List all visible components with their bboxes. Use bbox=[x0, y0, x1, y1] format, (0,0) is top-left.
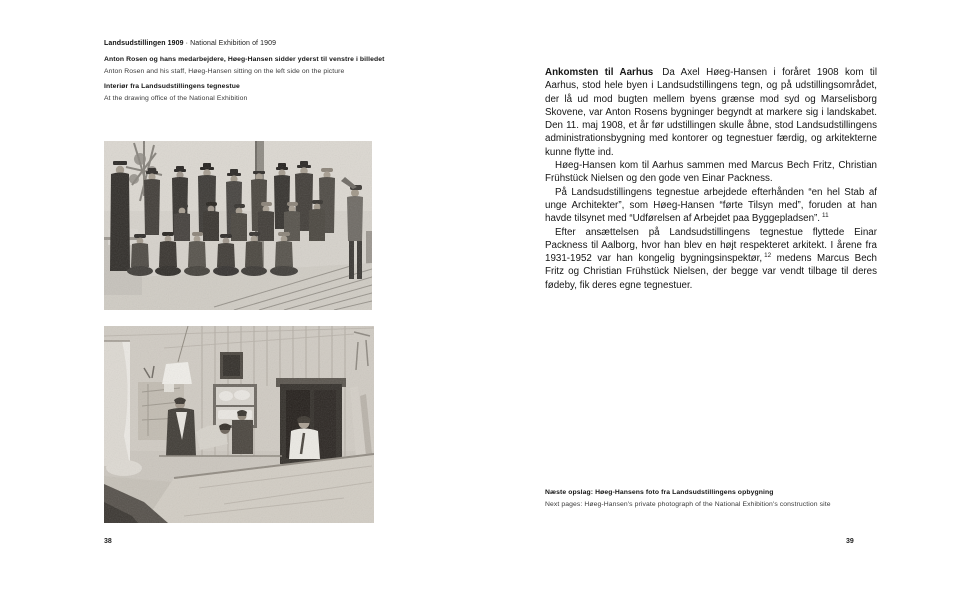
paragraph-1 bbox=[545, 66, 877, 159]
paragraph-2: Høeg-Hansen kom til Aarhus sammen med Marcus Bech Fritz, Christian Frühstück Nielsen og den gode ven Einar Packness. bbox=[545, 160, 877, 185]
body-text bbox=[545, 66, 877, 292]
series-title bbox=[104, 40, 276, 47]
paragraph-1-lead: Ankomsten til Aarhus bbox=[545, 67, 654, 78]
paragraph-4-text-b: medens Marcus Bech Fritz og Christian Frühstück Nielsen, der begge var vendt tilbage til deres fødeby, fik deres egne tegnestuer. bbox=[545, 253, 878, 291]
group-portrait-photo bbox=[104, 141, 372, 310]
photo2-caption-danish: Interiør fra Landsudstillingens tegnestue bbox=[104, 83, 240, 90]
series-title-da: Landsudstillingen 1909 bbox=[104, 40, 184, 47]
photo1-caption-english: Anton Rosen and his staff, Høeg-Hansen sitting on the left side on the picture bbox=[104, 68, 345, 75]
footnote-ref-12: 12 bbox=[764, 251, 772, 259]
paragraph-3-text: På Landsudstillingens tegnestue arbejdede efterhånden “en hel Stab af unge Architekter”, som Høeg-Hansen “førte Tilsyn med”, foruden at han havde tilsynet med “Udførelsen af Arbejdet paa Byggepladsen”. bbox=[545, 186, 877, 225]
photo2-caption-english: At the drawing office of the National Exhibition bbox=[104, 95, 248, 102]
series-title-en: National Exhibition of 1909 bbox=[190, 40, 277, 47]
next-spread-caption-danish: Næste opslag: Høeg-Hansens foto fra Landsudstillingens opbygning bbox=[545, 489, 774, 496]
footnote-ref-11: 11 bbox=[822, 212, 829, 219]
paragraph-1-text: Da Axel Høeg-Hansen i foråret 1908 kom til Aarhus, stod hele byen i Landsudstillingens tegn, og på udstillingsområdet, der lå ud mod bugten mellem byens grænse mod syd og Marselisborg Skovene, var Anton Rosens bygninger begyndt at markere sig i landskabet. Den 11. maj 1908, et år før udstillingen skulle åbne, stod Landsudstillingens administrationsbygning med kontorer og tegnestuer færdig, og arkitekterne kunne flytte ind. bbox=[545, 67, 878, 158]
page-number-left: 38 bbox=[104, 538, 112, 545]
next-spread-caption-english: Next pages: Høeg-Hansen's private photograph of the National Exhibition's construction site bbox=[545, 501, 831, 508]
paragraph-3 bbox=[545, 186, 877, 226]
page-number-right: 39 bbox=[846, 538, 854, 545]
paragraph-4 bbox=[545, 226, 877, 292]
paragraph-4-text-a: Efter ansættelsen på Landsudstillingens tegnestue flyttede Einar Packness til Aalborg, hvor han blev en højt respekteret arkitekt. I årene fra 1931-1952 var han kongelig bygningsinspektør, bbox=[545, 226, 877, 265]
photo1-caption-danish: Anton Rosen og hans medarbejdere, Høeg-Hansen sidder yderst til venstre i billedet bbox=[104, 56, 385, 63]
drawing-office-photo bbox=[104, 326, 374, 523]
series-title-separator: · bbox=[183, 40, 191, 47]
